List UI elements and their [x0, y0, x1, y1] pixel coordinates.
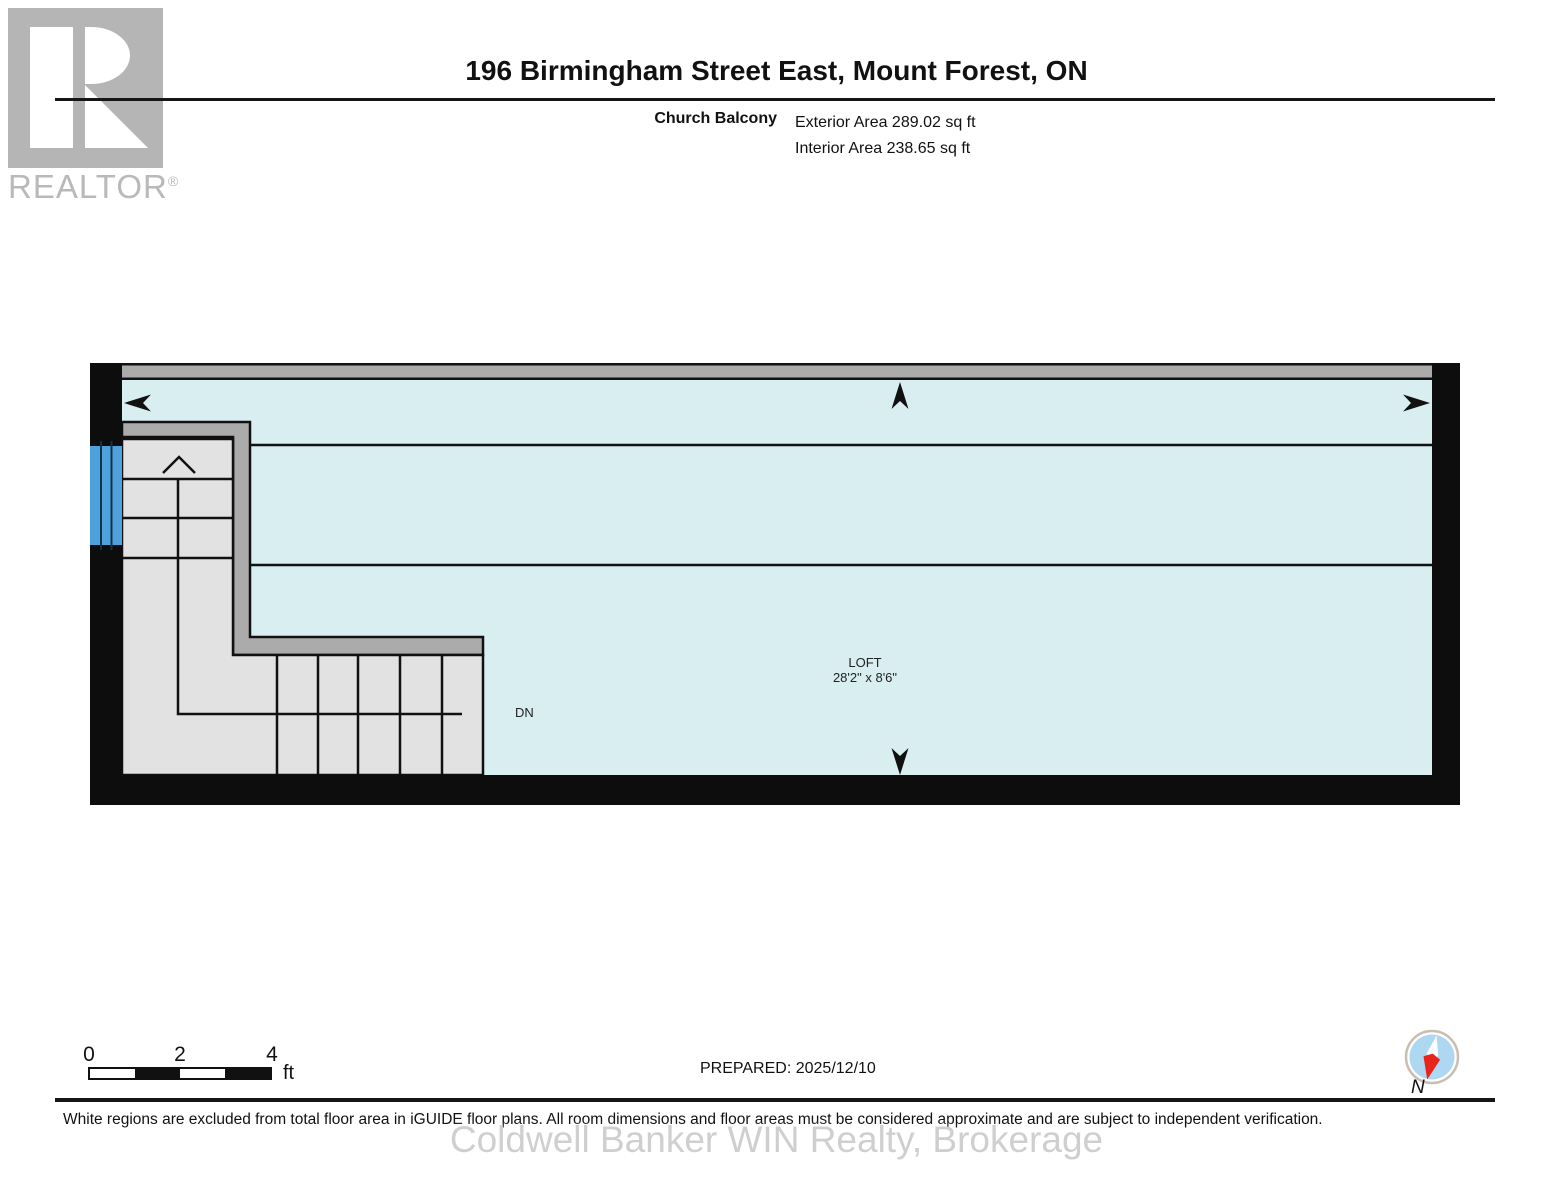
registered-symbol: ® [167, 173, 180, 189]
stairs-down-label: DN [515, 705, 534, 720]
floor-plan-canvas [90, 363, 1460, 805]
scale-seg-4 [225, 1069, 270, 1078]
realtor-logo-icon [8, 8, 163, 168]
scale-bar [88, 1067, 272, 1080]
floor-plan [90, 363, 1460, 805]
interior-area-text: Interior Area 238.65 sq ft [795, 140, 971, 157]
prepared-date: PREPARED: 2025/12/10 [700, 1060, 876, 1077]
window-icon [90, 441, 122, 550]
realtor-wordmark [8, 168, 179, 206]
brokerage-watermark: Coldwell Banker WIN Realty, Brokerage [449, 1119, 1104, 1160]
scale-tick-0: 0 [83, 1043, 95, 1066]
scale-tick-2: 2 [174, 1043, 186, 1066]
scale-unit-label: ft [283, 1062, 295, 1084]
room-name: LOFT [848, 655, 882, 670]
room-label [790, 655, 940, 685]
disclaimer-text: White regions are excluded from total floor area in iGUIDE floor plans. All room dimensions and floor areas must be considered approximate and are subject to independent verification. [63, 1111, 1323, 1128]
area-summary [795, 110, 976, 162]
room-dimensions: 28'2" x 8'6" [832, 670, 898, 685]
exterior-area-text: Exterior Area 289.02 sq ft [795, 114, 976, 131]
footer-divider [55, 1098, 1495, 1102]
wall-left [90, 363, 122, 805]
header-divider [55, 98, 1495, 101]
scale-tick-4: 4 [266, 1043, 278, 1066]
scale-seg-3 [180, 1069, 225, 1078]
scale-seg-2 [135, 1069, 180, 1078]
wall-right [1432, 363, 1460, 805]
compass-north-label: N [1411, 1077, 1425, 1098]
page-title: 196 Birmingham Street East, Mount Forest, ON [465, 55, 1088, 86]
floor-name-label: Church Balcony [654, 110, 777, 127]
wall-bottom [90, 775, 1460, 805]
balcony-rail [120, 366, 1434, 378]
scale-seg-1 [90, 1069, 135, 1078]
realtor-wordmark-text: REALTOR [8, 168, 168, 205]
